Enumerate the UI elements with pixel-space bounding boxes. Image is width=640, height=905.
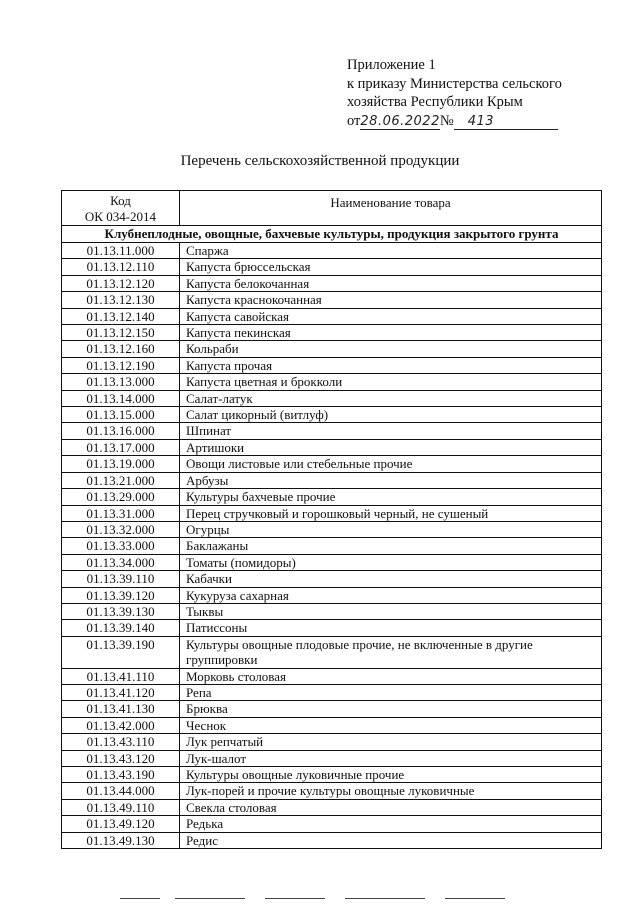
product-name: Морковь столовая [180,668,602,684]
product-name: Редька [180,816,602,832]
product-code: 01.13.49.120 [62,816,180,832]
header-name: Наименование товара [180,191,602,226]
table-row [62,456,602,472]
product-name: Репа [180,684,602,700]
product-name: Капуста брюссельская [180,259,602,275]
product-name: Лук репчатый [180,734,602,750]
table-row [62,668,602,684]
product-name: Капуста савойская [180,308,602,324]
number-sign: № [439,112,454,129]
appendix-ministry: хозяйства Республики Крым [347,94,523,110]
table-row [62,407,602,423]
header-code [62,191,180,226]
appendix-date-line [347,112,562,131]
footer-mark [445,898,505,899]
table-row [62,603,602,619]
table-row [62,684,602,700]
product-name: Капуста краснокочанная [180,292,602,308]
table-row [62,489,602,505]
product-code: 01.13.29.000 [62,489,180,505]
appendix-title: Приложение 1 [347,57,436,73]
table-row [62,423,602,439]
product-name: Огурцы [180,521,602,537]
document-title: Перечень сельскохозяйственной продукции [180,153,460,169]
header-code-line2: ОК 034-2014 [84,209,157,224]
product-code: 01.13.11.000 [62,243,180,259]
product-name: Капуста пекинская [180,325,602,341]
table-row [62,750,602,766]
table-row [62,357,602,373]
product-code: 01.13.34.000 [62,554,180,570]
product-code: 01.13.33.000 [62,538,180,554]
group-row [62,226,602,243]
product-table [61,190,602,849]
table-row [62,620,602,636]
product-code: 01.13.41.120 [62,684,180,700]
product-code: 01.13.12.140 [62,308,180,324]
product-code: 01.13.14.000 [62,390,180,406]
table-row [62,374,602,390]
table-row [62,571,602,587]
product-name: Кольраби [180,341,602,357]
table-row [62,341,602,357]
product-name: Арбузы [180,472,602,488]
product-code: 01.13.42.000 [62,717,180,733]
appendix-order-ref: к приказу Министерства сельского [347,75,562,92]
product-name: Чеснок [180,717,602,733]
product-name: Шпинат [180,423,602,439]
product-code: 01.13.12.190 [62,357,180,373]
product-code: 01.13.41.110 [62,668,180,684]
table-row [62,275,602,291]
product-code: 01.13.49.130 [62,832,180,848]
product-name: Капуста белокочанная [180,275,602,291]
table-row [62,734,602,750]
product-code: 01.13.43.190 [62,767,180,783]
product-code: 01.13.39.110 [62,571,180,587]
product-name: Салат цикорный (витлуф) [180,407,602,423]
table-row [62,701,602,717]
product-code: 01.13.12.150 [62,325,180,341]
product-name: Томаты (помидоры) [180,554,602,570]
table-row [62,832,602,848]
product-name: Артишоки [180,439,602,455]
product-code: 01.13.43.110 [62,734,180,750]
table-row [62,439,602,455]
product-code: 01.13.49.110 [62,799,180,815]
appendix-block [347,56,562,130]
product-name: Патиссоны [180,620,602,636]
handwritten-date: 28.06.2022 [360,113,440,129]
product-name: Кукуруза сахарная [180,587,602,603]
product-name: Перец стручковый и горошковый черный, не сушеный [180,505,602,521]
product-code: 01.13.39.190 [62,636,180,668]
product-code: 01.13.39.140 [62,620,180,636]
product-code: 01.13.12.160 [62,341,180,357]
product-name: Спаржа [180,243,602,259]
table-row [62,816,602,832]
table-row [62,521,602,537]
table-row [62,783,602,799]
product-name: Овощи листовые или стебельные прочие [180,456,602,472]
product-name: Салат-латук [180,390,602,406]
product-name: Свекла столовая [180,799,602,815]
product-code: 01.13.13.000 [62,374,180,390]
footer-mark [175,898,245,899]
product-code: 01.13.15.000 [62,407,180,423]
table-row [62,325,602,341]
table-row [62,505,602,521]
product-code: 01.13.31.000 [62,505,180,521]
product-name: Капуста цветная и брокколи [180,374,602,390]
product-name: Капуста прочая [180,357,602,373]
table-row [62,472,602,488]
header-code-line1: Код [110,193,131,208]
product-code: 01.13.44.000 [62,783,180,799]
table-row [62,538,602,554]
product-code: 01.13.41.130 [62,701,180,717]
product-code: 01.13.19.000 [62,456,180,472]
table-header-row [62,191,602,226]
footer-mark [120,898,160,899]
table-row [62,636,602,668]
footer-mark [265,898,325,899]
product-name: Культуры бахчевые прочие [180,489,602,505]
table-row [62,587,602,603]
product-name: Культуры овощные плодовые прочие, не включенные в другие группировки [180,636,602,668]
handwritten-number: 413 [454,115,558,130]
footer-mark [345,898,425,899]
table-row [62,243,602,259]
date-prefix: от [347,112,361,129]
table-row [62,259,602,275]
product-code: 01.13.12.110 [62,259,180,275]
table-row [62,292,602,308]
group-title: Клубнеплодные, овощные, бахчевые культуры, продукция закрытого грунта [62,226,602,243]
product-code: 01.13.43.120 [62,750,180,766]
product-code: 01.13.16.000 [62,423,180,439]
product-code: 01.13.12.120 [62,275,180,291]
product-name: Брюква [180,701,602,717]
table-row [62,717,602,733]
product-code: 01.13.17.000 [62,439,180,455]
product-name: Лук-порей и прочие культуры овощные луковичные [180,783,602,799]
product-code: 01.13.21.000 [62,472,180,488]
product-name: Культуры овощные луковичные прочие [180,767,602,783]
product-code: 01.13.39.120 [62,587,180,603]
table-row [62,554,602,570]
table-row [62,799,602,815]
product-name: Кабачки [180,571,602,587]
product-name: Тыквы [180,603,602,619]
product-name: Лук-шалот [180,750,602,766]
product-code: 01.13.39.130 [62,603,180,619]
table-row [62,767,602,783]
table-row [62,308,602,324]
product-code: 01.13.32.000 [62,521,180,537]
product-code: 01.13.12.130 [62,292,180,308]
table-row [62,390,602,406]
product-name: Баклажаны [180,538,602,554]
product-name: Редис [180,832,602,848]
